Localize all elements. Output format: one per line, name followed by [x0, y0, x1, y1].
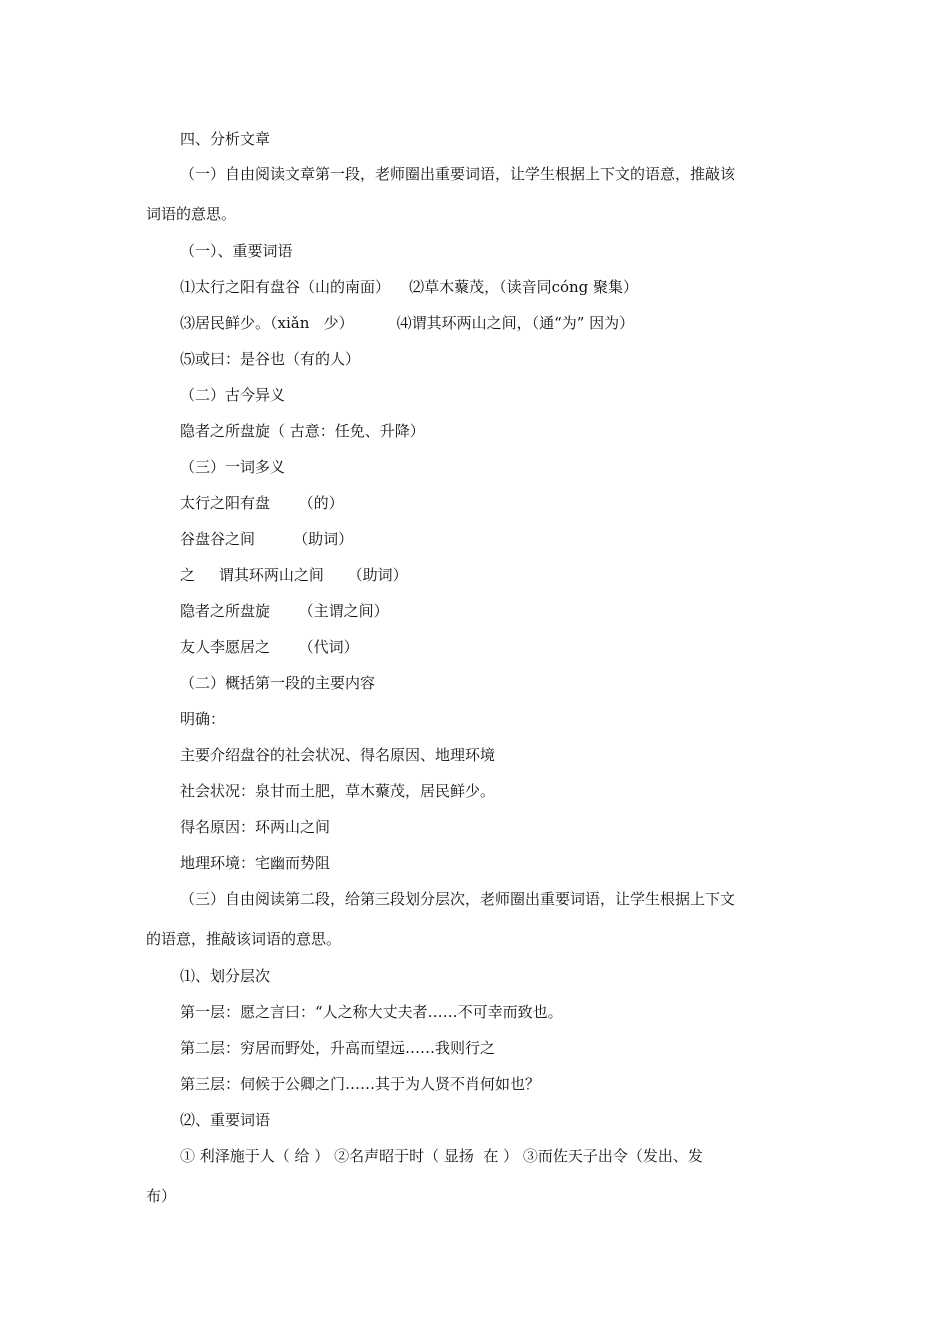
vocab-item: 之 谓其环两山之间 （助词） [180, 566, 408, 584]
vocab-item: ⑶居民鲜少。（xiǎn 少） ⑷谓其环两山之间，（通“为” 因为） [180, 314, 635, 332]
paragraph-line: 词语的意思。 [146, 205, 237, 223]
paragraph-line: （三）自由阅读第二段，给第三段划分层次，老师圈出重要词语，让学生根据上下文 [180, 890, 736, 908]
paragraph-line: 第二层：穷居而野处，升高而望远……我则行之 [180, 1039, 496, 1057]
vocab-item: ⑴太行之阳有盘谷（山的南面） ⑵草木藂茂，（读音同cóng 聚集） [180, 278, 639, 296]
vocab-item: ⑸或曰：是谷也（有的人） [180, 350, 361, 368]
vocab-item: 太行之阳有盘 （的） [180, 494, 344, 512]
paragraph-line: 社会状况：泉甘而土肥，草木藂茂，居民鲜少。 [180, 782, 496, 800]
vocab-item: ① 利泽施于人（ 给 ） ②名声昭于时（ 显扬 在 ） ③而佐天子出令（发出、发 [180, 1147, 703, 1165]
paragraph-line: 主要介绍盘谷的社会状况、得名原因、地理环境 [180, 746, 496, 764]
paragraph-line: 第一层：愿之言曰：“人之称大丈夫者……不可幸而致也。 [180, 1003, 563, 1021]
paragraph-line: 得名原因：环两山之间 [180, 818, 331, 836]
vocab-item: 隐者之所盘旋 （主谓之间） [180, 602, 389, 620]
section-heading-analyze: 四、分析文章 [180, 130, 271, 148]
paragraph-line: （一）自由阅读文章第一段，老师圈出重要词语，让学生根据上下文的语意，推敲该 [180, 165, 736, 183]
paragraph-line: 布） [146, 1187, 177, 1205]
subheading-key-words-2: ⑵、重要词语 [180, 1111, 271, 1129]
subheading-polysemy: （三）一词多义 [180, 458, 286, 476]
vocab-item: 谷盘谷之间 （助词） [180, 530, 354, 548]
paragraph-line: 的语意，推敲该词语的意思。 [146, 930, 342, 948]
subheading-key-words: （一）、重要词语 [180, 242, 293, 260]
subheading-ancient-modern: （二）古今异义 [180, 386, 286, 404]
subheading-summary: （二）概括第一段的主要内容 [180, 674, 376, 692]
vocab-item: 友人李愿居之 （代词） [180, 638, 359, 656]
vocab-item: 隐者之所盘旋（ 古意：任免、升降） [180, 422, 425, 440]
paragraph-line: 第三层：伺候于公卿之门……其于为人贤不肖何如也？ [180, 1075, 541, 1093]
subheading-layers: ⑴、划分层次 [180, 967, 271, 985]
paragraph-line: 地理环境：宅幽而势阻 [180, 854, 331, 872]
paragraph-line: 明确： [180, 710, 226, 728]
